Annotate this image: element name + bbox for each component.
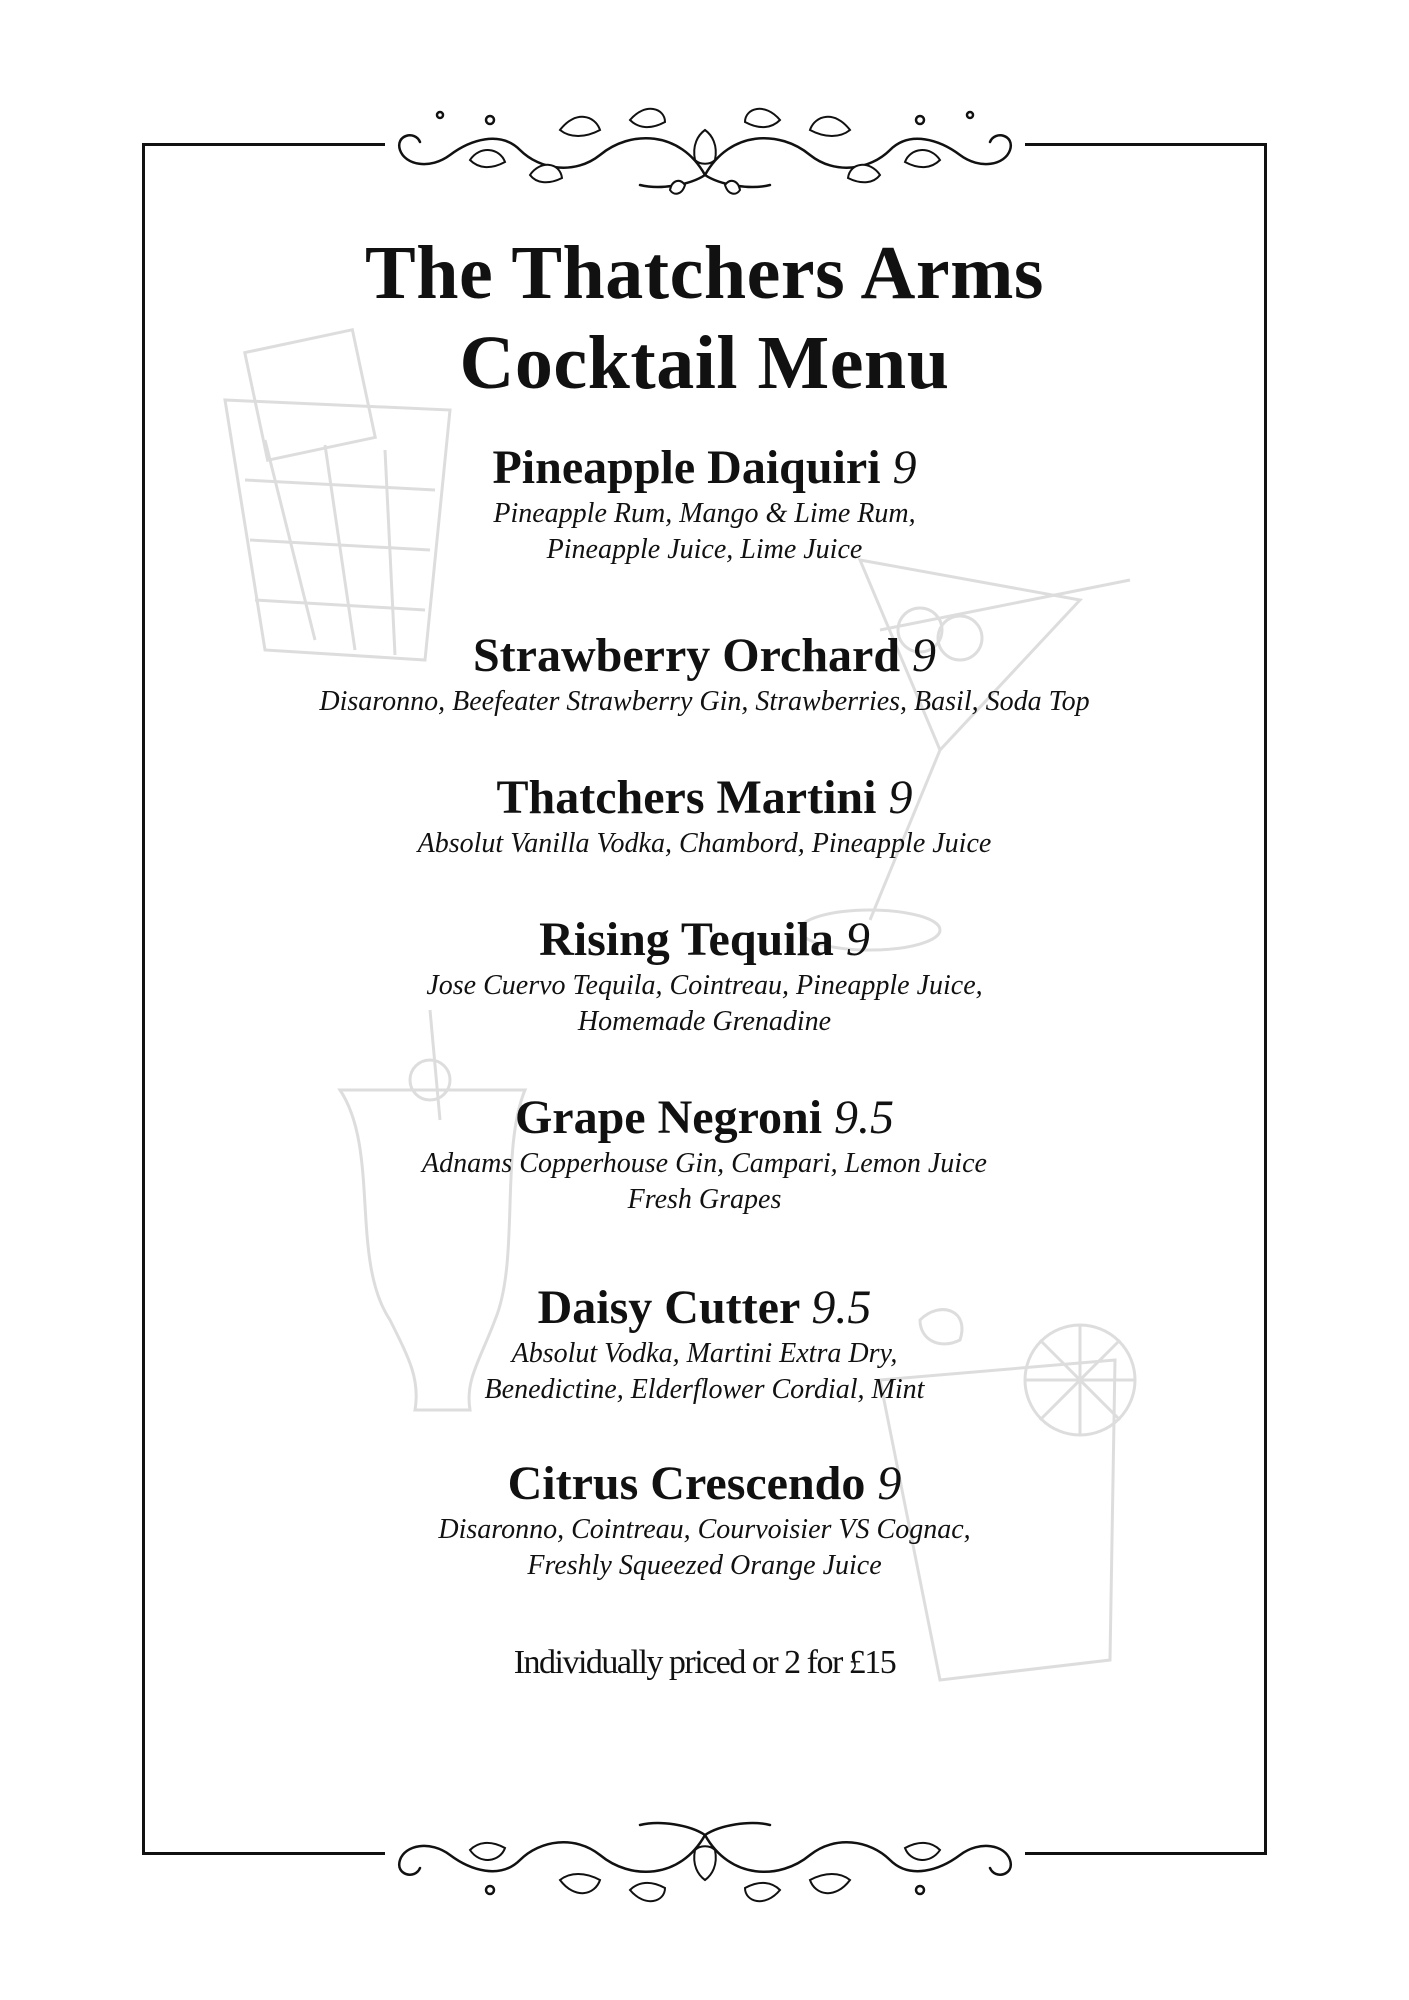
item-name: Pineapple Daiquiri 9: [492, 441, 917, 494]
menu-item-pineapple-daiquiri: [142, 440, 1267, 568]
menu-title: [142, 228, 1267, 408]
item-name: Strawberry Orchard 9: [472, 629, 937, 682]
item-description: Adnams Copperhouse Gin, Campari, Lemon Juice Fresh Grapes: [422, 1148, 987, 1215]
menu-item-thatchers-martini: [142, 770, 1267, 862]
item-name: Thatchers Martini 9: [496, 771, 913, 824]
item-price: 9: [892, 441, 917, 494]
item-description: Disaronno, Beefeater Strawberry Gin, Strawberries, Basil, Soda Top: [319, 686, 1090, 717]
item-description: Disaronno, Cointreau, Courvoisier VS Cognac, Freshly Squeezed Orange Juice: [438, 1514, 971, 1581]
item-price: 9.5: [811, 1281, 872, 1334]
title-line-1: The Thatchers Arms: [365, 231, 1044, 315]
martini-glass-icon: [750, 520, 1150, 980]
pricing-note: Individually priced or 2 for £15: [513, 1644, 896, 1681]
item-price: 9: [888, 771, 913, 824]
item-description: Absolut Vanilla Vodka, Chambord, Pineapple Juice: [417, 828, 992, 859]
item-description: Jose Cuervo Tequila, Cointreau, Pineapple Juice, Homemade Grenadine: [426, 970, 983, 1037]
item-description: Absolut Vodka, Martini Extra Dry, Benedictine, Elderflower Cordial, Mint: [484, 1338, 925, 1405]
menu-item-daisy-cutter: [142, 1280, 1267, 1408]
menu-item-grape-negroni: [142, 1090, 1267, 1218]
item-description: Pineapple Rum, Mango & Lime Rum, Pineapple Juice, Lime Juice: [493, 498, 916, 565]
item-price: 9: [877, 1457, 902, 1510]
title-line-2: Cocktail Menu: [459, 321, 950, 405]
item-price: 9: [845, 913, 870, 966]
menu-item-strawberry-orchard: [142, 628, 1267, 720]
item-name: Rising Tequila 9: [539, 913, 870, 966]
bottom-floral-ornament-icon: [380, 1800, 1030, 1920]
top-floral-ornament-icon: [380, 90, 1030, 210]
menu-item-citrus-crescendo: [142, 1456, 1267, 1584]
item-name: Citrus Crescendo 9: [507, 1457, 902, 1510]
item-price: 9: [912, 629, 937, 682]
item-price: 9.5: [834, 1091, 895, 1144]
item-name: Grape Negroni 9.5: [514, 1091, 895, 1144]
item-name: Daisy Cutter 9.5: [537, 1281, 872, 1334]
menu-item-rising-tequila: [142, 912, 1267, 1040]
